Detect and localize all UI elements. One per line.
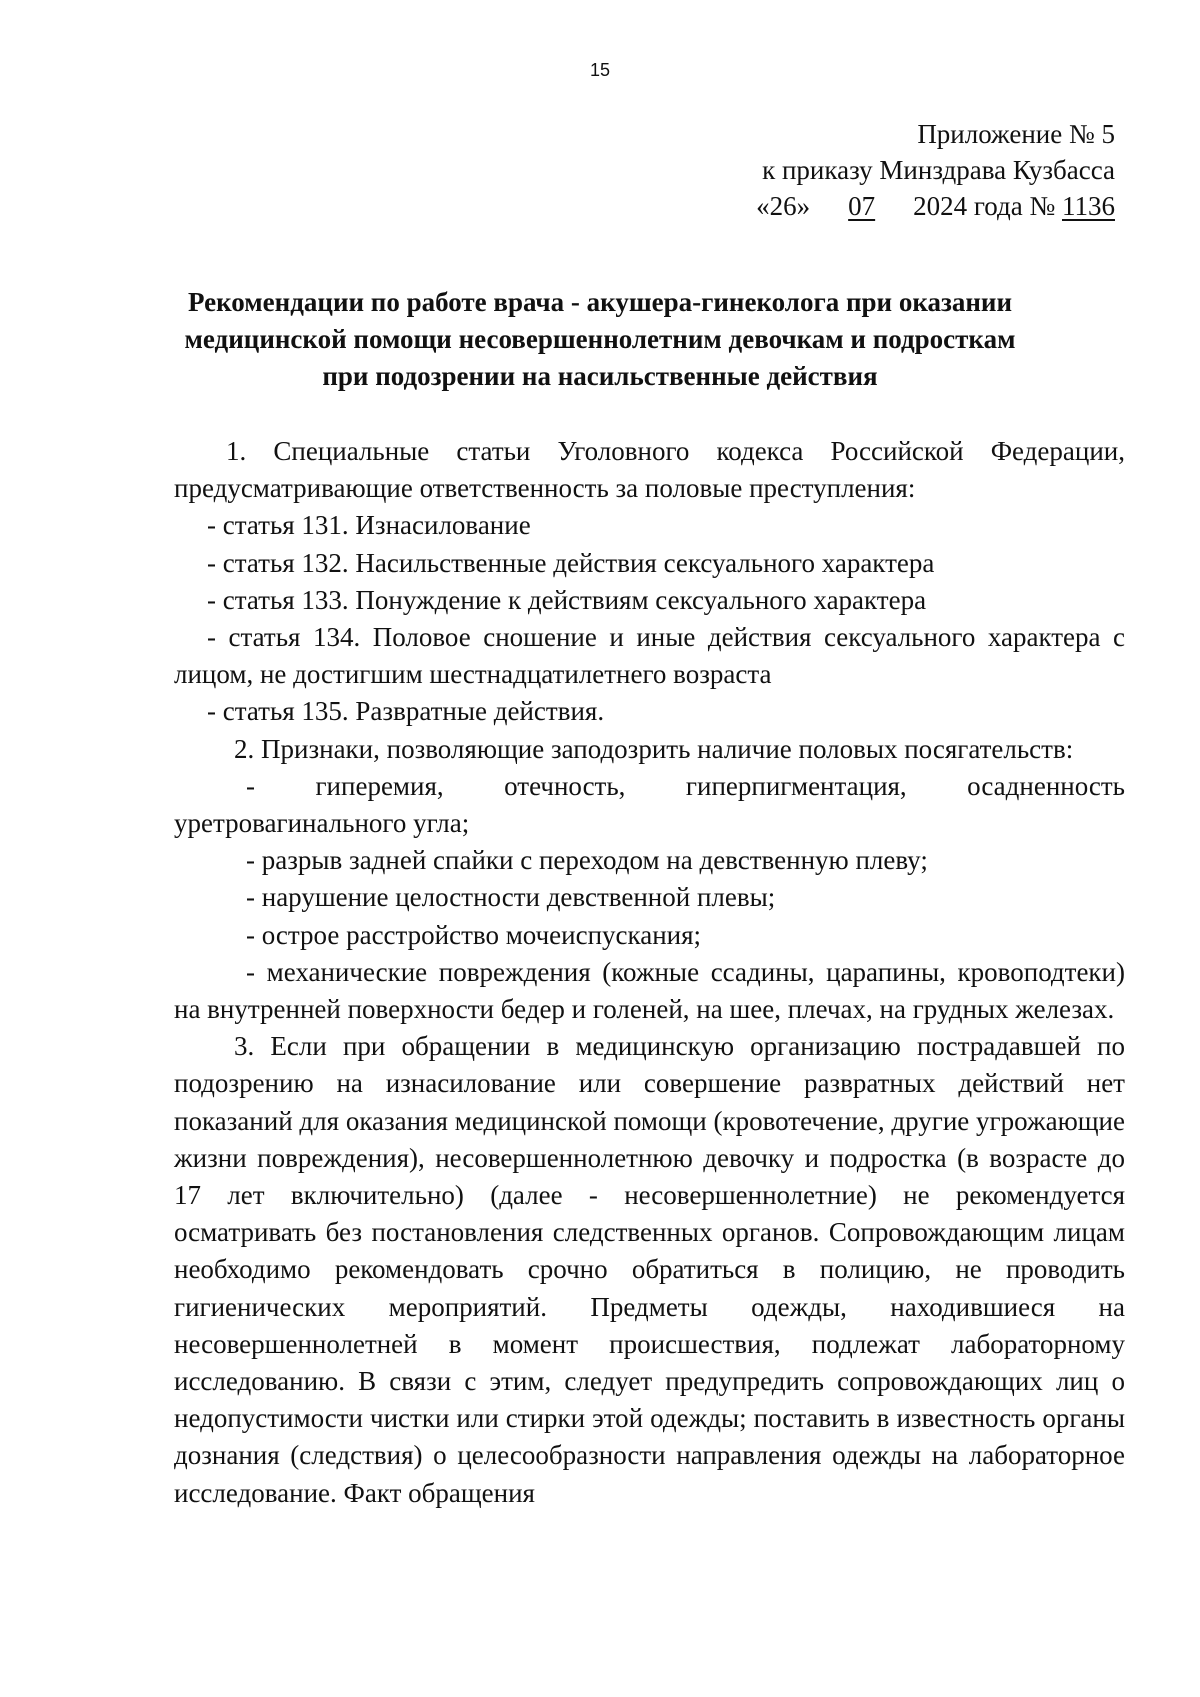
title-line-3: при подозрении на насильственные действия [322, 361, 878, 391]
article-132: - статья 132. Насильственные действия сексуального характера [207, 547, 935, 578]
appendix-title: Приложение № 5 [917, 119, 1115, 149]
sign-hyperemia: - гиперемия, отечность, гиперпигментация, осадненность уретровагинального угла; [174, 770, 1125, 839]
article-135: - статья 135. Развратные действия. [207, 696, 605, 727]
sign-rupture: - разрыв задней спайки с переходом на девственную плеву; [246, 845, 928, 876]
sign-hymen-integrity: - нарушение целостности девственной плевы; [246, 882, 776, 913]
order-year: 2024 года № [913, 191, 1056, 221]
section-3-text: 3. Если при обращении в медицинскую организацию пострадавшей по подозрению на изнасилование или совершение развратных действий нет показаний для оказания медицинской помощи (кровотечение, другие угрожающие жизни повреждения), несовершеннолетнюю девочку и подростка (в возрасте до 17 лет включительно) (далее - несовершеннолетние) не рекомендуется осматривать без постановления следственных органов. Сопровождающим лицам необходимо рекомендовать срочно обратиться в полицию, не проводить гигиенических мероприятий. Предметы одежды, находившиеся на несовершеннолетней в момент происшествия, подлежат лабораторному исследованию. В связи с этим, следует предупредить сопровождающих лиц о недопустимости чистки или стирки этой одежды; поставить в известность органы дознания (следствия) о целесообразности направления одежды на лабораторное исследование. Факт обращения [174, 1031, 1125, 1508]
document-body [174, 433, 1125, 1512]
title-line-2: медицинской помощи несовершеннолетним девочкам и подросткам [184, 324, 1016, 354]
order-month: 07 [848, 191, 876, 221]
appendix-order-date [756, 188, 1115, 224]
sign-urination-disorder: - острое расстройство мочеиспускания; [246, 919, 702, 950]
title-line-1: Рекомендации по работе врача - акушера-гинеколога при оказании [187, 287, 1013, 317]
order-day: «26» [756, 191, 811, 221]
appendix-order-reference: к приказу Минздрава Кузбасса [762, 155, 1115, 185]
document-title [0, 284, 1200, 395]
order-number: 1136 [1062, 191, 1115, 221]
page-number: 15 [589, 60, 611, 80]
section-1-intro: 1. Специальные статьи Уголовного кодекса Российской Федерации, предусматривающие ответственность за половые преступления: [174, 436, 1125, 504]
section-2-intro: 2. Признаки, позволяющие заподозрить наличие половых посягательств: [234, 733, 1074, 764]
article-134: - статья 134. Половое сношение и иные действия сексуального характера с лицом, не достигшим шестнадцатилетнего возраста [174, 622, 1125, 690]
article-131: - статья 131. Изнасилование [207, 510, 531, 541]
sign-mechanical-injuries: - механические повреждения (кожные ссадины, царапины, кровоподтеки) на внутренней поверхности бедер и голеней, на шее, плечах, на грудных железах. [174, 956, 1125, 1025]
article-133: - статья 133. Понуждение к действиям сексуального характера [207, 584, 927, 615]
appendix-header [756, 116, 1115, 224]
